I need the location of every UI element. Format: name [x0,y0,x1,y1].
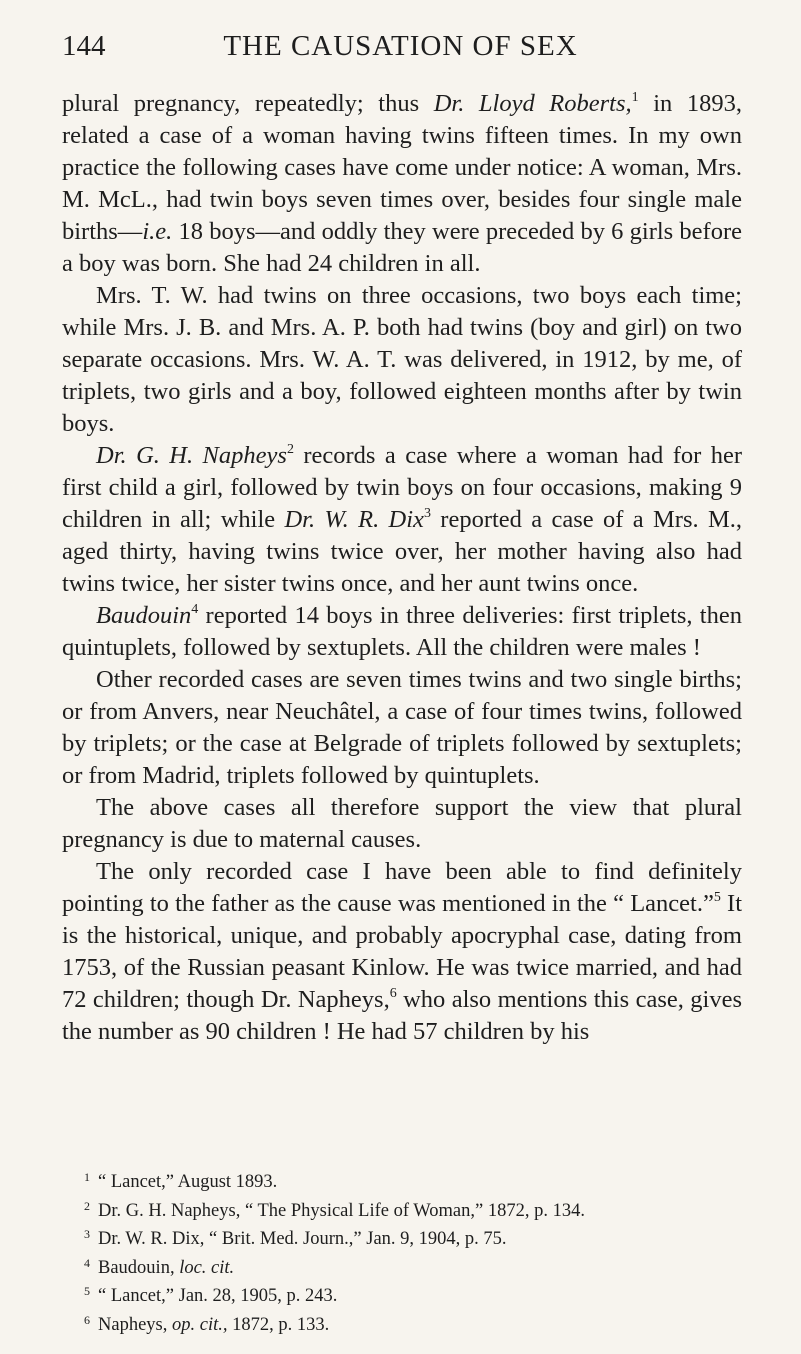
paragraph-1: plural pregnancy, repeatedly; thus Dr. Lloyd Roberts,$^1$ in 1893, related a case of a woman having twins fifteen times. In my own practice the following cases have come under notice: A woman, Mrs. M. McL., had twin boys seven times over, besides four single male births—i.e. 18 boys—and oddly they were preceded by 6 girls before a boy was born. She had 24 children in all. [62,90,742,277]
footnote-ref: 3 [423,506,431,521]
author-name: Baudouin [96,602,192,629]
footnote-ref: 2 [286,442,294,457]
paragraph-5: Other recorded cases are seven times twins and two single births; or from Anvers, near Neuchâtel, a case of four times twins, followed by triplets; or the case at Belgrade of triplets followed by sextuplets; or from Madrid, triplets followed by quintuplets. [62,666,742,789]
author-name: Dr. G. H. Napheys [96,442,287,469]
paragraph-7: The only recorded case I have been able to find definitely pointing to the father as the cause was mentioned in the “ Lancet.”$^5$ It is the historical, unique, and probably apocryphal case, dating from 1753, of the Russian peasant Kinlow. He was twice married, and had 72 children; though Dr. Napheys,$^6$ who also mentions this case, gives the number as 90 children ! He had 57 children by his [62,858,742,1045]
footnote-1: 1 “ Lancet,” August 1893. [84,1170,278,1192]
page-number: 144 [62,30,106,62]
paragraph-6: The above cases all therefore support the view that plural pregnancy is due to maternal causes. [62,794,742,853]
footnote-3: 3 Dr. W. R. Dix, “ Brit. Med. Journ.,” Jan. 9, 1904, p. 75. [84,1227,507,1249]
footnote-4: 4 Baudouin, loc. cit. [84,1255,235,1278]
footnote-ref: 4 [191,602,199,617]
footnote-ref: 1 [631,90,639,105]
running-head: THE CAUSATION OF SEX [223,30,578,62]
paragraph-4: Baudouin$^4$ reported 14 boys in three deliveries: first triplets, then quintuplets, followed by sextuplets. All the children were males ! [62,602,742,661]
paragraph-2: Mrs. T. W. had twins on three occasions, two boys each time; while Mrs. J. B. and Mrs. A. P. both had twins (boy and girl) on two separate occasions. Mrs. W. A. T. was delivered, in 1912, by me, of triplets, two girls and a boy, followed eighteen months after by twin boys. [62,282,742,437]
abbreviation: i.e. [142,218,173,245]
footnote-2: 2 Dr. G. H. Napheys, “ The Physical Life of Woman,” 1872, p. 134. [84,1198,585,1221]
body-text [62,88,742,1048]
paragraph-3: Dr. G. H. Napheys$^2$ records a case where a woman had for her first child a girl, followed by twin boys on four occasions, making 9 children in all; while Dr. W. R. Dix$^3$ reported a case of a Mrs. M., aged thirty, having twins twice over, her mother having also had twins twice, her sister twins once, and her aunt twins once. [62,442,742,597]
author-name: Dr. Lloyd Roberts, [433,90,632,117]
footnote-5: 5 “ Lancet,” Jan. 28, 1905, p. 243. [84,1284,338,1306]
page-header [62,30,739,70]
footnotes [84,1166,748,1337]
author-name: Dr. W. R. Dix [284,506,424,533]
footnote-ref: 6 [389,986,397,1001]
footnote-6: 6 Napheys, op. cit., 1872, p. 133. [84,1312,330,1335]
footnote-ref: 5 [713,890,721,905]
